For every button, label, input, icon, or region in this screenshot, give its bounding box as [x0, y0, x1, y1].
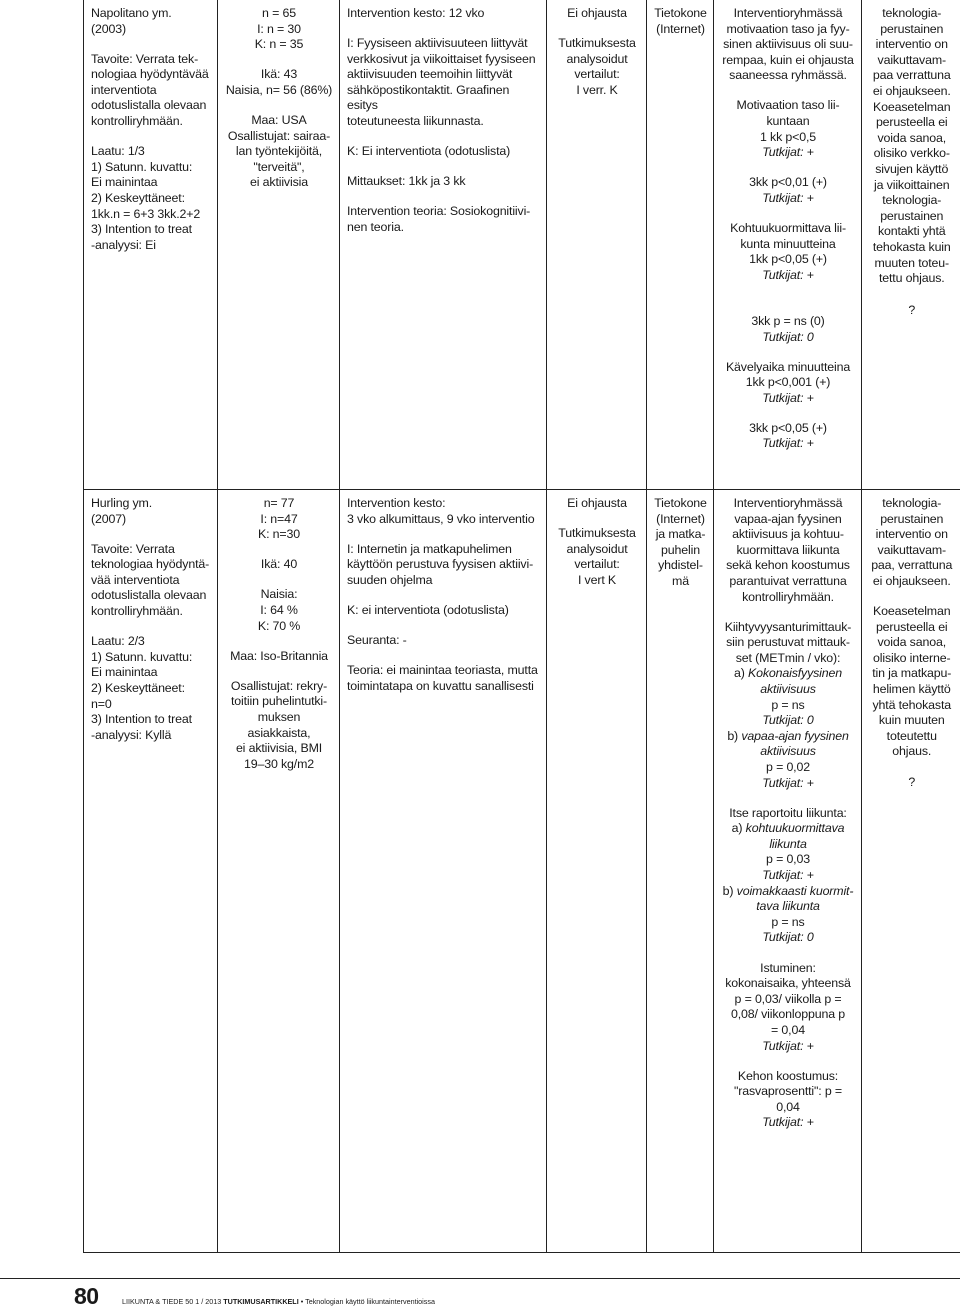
result-text: Motivaation taso lii- kuntaan 1 kk p<0,5: [737, 98, 840, 143]
participants-cell: [218, 0, 340, 490]
researchers-rating: Tutkijat: 0: [762, 330, 813, 344]
conclusion-text-2: Koeasetelman perusteella ei voida sanoa, olisiko interne- tin ja matkapu- helimen käyttö yhtä tehokasta kuin muuten toteutettu ohjaus.: [869, 604, 955, 760]
result-text: 3kk p<0,01 (+): [749, 175, 827, 189]
participants-age: Ikä: 40: [225, 557, 333, 573]
study-author: Hurling ym. (2007): [91, 496, 211, 527]
result-text: 3kk p = ns (0): [751, 314, 824, 328]
researchers-rating: Tutkijat: +: [762, 1115, 814, 1129]
result-block: [721, 496, 855, 605]
result-block: [721, 1069, 855, 1131]
journal-name: LIIKUNTA & TIEDE 50: [122, 1297, 193, 1306]
intervention-control: K: ei interventiota (odotuslista): [347, 603, 540, 619]
table-row: [84, 490, 960, 1253]
conclusion-question-mark: ?: [869, 303, 955, 319]
result-text: 3kk p<0,05 (+): [749, 421, 827, 435]
researchers-rating: Tutkijat: +: [762, 868, 814, 882]
table-row: [84, 0, 960, 490]
researchers-rating: Tutkijat: +: [762, 145, 814, 159]
result-measure: vapaa-ajan fyysinen aktiivisuus: [741, 729, 848, 759]
researchers-rating: Tutkijat: +: [762, 391, 814, 405]
researchers-rating: Tutkijat: +: [762, 1039, 814, 1053]
intervention-control: K: Ei interventiota (odotuslista): [347, 144, 540, 160]
intervention-description: I: Fyysiseen aktiivisuuteen liittyvät verkkosivut ja viikoittaiset fyysiseen aktiivisuuden teemoihin liittyvät sähköpostikontaktit. Graafinen esitys toteutuneesta liikunnasta.: [347, 36, 540, 130]
page-footer: [0, 1270, 960, 1306]
section-name: TUTKIMUSARTIKKELI: [223, 1297, 298, 1306]
journal-issue: 1 / 2013: [195, 1297, 221, 1306]
supervision-comparison: Tutkimuksesta analysoidut vertailut: I verr. K: [554, 36, 640, 98]
intervention-duration: Intervention kesto: 12 vko: [347, 6, 540, 22]
supervision-cell: [547, 490, 647, 1253]
supervision-cell: [547, 0, 647, 490]
result-text: b): [727, 729, 741, 743]
technology-cell: [647, 490, 714, 1253]
study-cell: [84, 490, 218, 1253]
technology-type: Tietokone (Internet): [654, 6, 707, 37]
article-title: Teknologian käyttö liikuntainterventioissa: [305, 1297, 435, 1306]
result-block: [721, 175, 855, 206]
result-text: b): [723, 884, 737, 898]
study-quality: Laatu: 1/3 1) Satunn. kuvattu: Ei mainintaa 2) Keskeyttäneet: 1kk.n = 6+3 3kk.2+2 3) Intention to treat -analyysi: Ei: [91, 144, 211, 253]
journal-line: [122, 1297, 435, 1306]
researchers-rating: Tutkijat: +: [762, 191, 814, 205]
intervention-followup: Seuranta: -: [347, 633, 540, 649]
result-text: Itse raportoitu liikunta: a): [729, 806, 846, 836]
result-block: [721, 806, 855, 884]
supervision-type: Ei ohjausta: [554, 6, 640, 22]
result-block: [721, 620, 855, 729]
researchers-rating: Tutkijat: 0: [762, 713, 813, 727]
study-author: Napolitano ym. (2003): [91, 6, 211, 37]
study-aim: Tavoite: Verrata tek- nologiaa hyödyntävää interventiota odotuslistalla olevaan kontrolliryhmään.: [91, 52, 211, 130]
result-block: [721, 6, 855, 84]
intervention-measurements: Mittaukset: 1kk ja 3 kk: [347, 174, 540, 190]
result-value: p = ns: [771, 915, 804, 929]
supervision-comparison: Tutkimuksesta analysoidut vertailut: I vert K: [554, 526, 640, 588]
spacer: [721, 298, 855, 314]
intervention-cell: [340, 490, 547, 1253]
study-quality: Laatu: 2/3 1) Satunn. kuvattu: Ei mainintaa 2) Keskeyttäneet: n=0 3) Intention to treat -analyysi: Kyllä: [91, 634, 211, 743]
page-number: 80: [74, 1283, 99, 1310]
result-text: Interventioryhmässä motivaation taso ja fyy- sinen aktiivisuus oli suu- rempaa, kuin ei ohjausta saaneessa ryhmässä.: [722, 6, 853, 82]
participants-country: Maa: Iso-Britannia: [225, 649, 333, 665]
intervention-duration: Intervention kesto: 3 vko alkumittaus, 9 vko interventio: [347, 496, 540, 527]
result-text: Kohtuukuormittava lii- kunta minuutteina 1kk p<0,05 (+): [730, 221, 846, 266]
conclusion-cell: [862, 0, 960, 490]
conclusion-text: teknologia- perustainen interventio on vaikuttavam- paa, verrattuna ei ohjaukseen.: [869, 496, 955, 590]
intervention-theory: Intervention teoria: Sosiokognitiivi- nen teoria.: [347, 204, 540, 235]
participants-sample: n= 77 I: n=47 K: n=30: [225, 496, 333, 543]
result-measure: Kokonaisfyysinen aktiivisuus: [748, 666, 842, 696]
researchers-rating: Tutkijat: 0: [762, 930, 813, 944]
result-block: [721, 884, 855, 946]
technology-type: Tietokone (Internet) ja matka- puhelin yhdistel- mä: [654, 496, 707, 590]
participants-cell: [218, 490, 340, 1253]
intervention-description: I: Internetin ja matkapuhelimen käyttöön perustuva fyysisen aktiivi- suuden ohjelma: [347, 542, 540, 589]
conclusion-question-mark: ?: [869, 775, 955, 791]
result-block: [721, 360, 855, 407]
result-text: Kiihtyvyysanturimittauk- siin perustuvat mittauk- set (METmin / vko): a): [725, 620, 852, 681]
result-text: Kehon koostumus: "rasvaprosentti": p = 0,04: [734, 1069, 842, 1114]
results-cell: [714, 490, 862, 1253]
result-text: Interventioryhmässä vapaa-ajan fyysinen aktiivisuus ja kohtuu- kuormittava liikunta sekä kehon koostumus parantuivat verrattuna kontrolliryhmään.: [726, 496, 850, 604]
study-table: [83, 0, 960, 1253]
researchers-rating: Tutkijat: +: [762, 776, 814, 790]
researchers-rating: Tutkijat: +: [762, 436, 814, 450]
participants-age: Ikä: 43 Naisia, n= 56 (86%): [225, 67, 333, 98]
bullet-separator: •: [301, 1297, 304, 1306]
result-block: [721, 314, 855, 345]
conclusion-cell: [862, 490, 960, 1253]
participants-country: Maa: USA Osallistujat: sairaa- lan työntekijöitä, "terveitä", ei aktiivisia: [225, 113, 333, 191]
conclusion-text: teknologia- perustainen interventio on vaikuttavam- paa verrattuna ei ohjaukseen. Koeasetelman perusteella ei voida sanoa, olisiko verkko- sivujen käyttö ja viikoittainen teknologia- perustainen kontakti yhtä tehokasta kuin muuten toteu- tettu ohjaus.: [869, 6, 955, 287]
result-text: Kävelyaika minuutteina 1kk p<0,001 (+): [726, 360, 850, 390]
result-value: p = 0,02: [766, 760, 810, 774]
result-value: p = ns: [771, 698, 804, 712]
result-value: p = 0,03: [766, 852, 810, 866]
result-block: [721, 98, 855, 160]
result-text: Istuminen: kokonaisaika, yhteensä p = 0,03/ viikolla p = 0,08/ viikonloppuna p = 0,04: [725, 961, 851, 1037]
result-block: [721, 729, 855, 791]
result-block: [721, 221, 855, 283]
results-cell: [714, 0, 862, 490]
study-aim: Tavoite: Verrata teknologiaa hyödyntä- vää interventiota odotuslistalla olevaan kontrolliryhmään.: [91, 542, 211, 620]
participants-recruitment: Osallistujat: rekry- toitiin puhelintutki- muksen asiakkaista, ei aktiivisia, BMI 19–30 kg/m2: [225, 679, 333, 773]
footer-divider: [0, 1278, 960, 1279]
result-block: [721, 961, 855, 1055]
intervention-cell: [340, 0, 547, 490]
result-block: [721, 421, 855, 452]
researchers-rating: Tutkijat: +: [762, 268, 814, 282]
participants-gender: Naisia: I: 64 % K: 70 %: [225, 587, 333, 634]
study-cell: [84, 0, 218, 490]
participants-sample: n = 65 I: n = 30 K: n = 35: [225, 6, 333, 53]
supervision-type: Ei ohjausta: [554, 496, 640, 512]
intervention-theory: Teoria: ei mainintaa teoriasta, mutta toimintatapa on kuvattu sanallisesti: [347, 663, 540, 694]
result-measure: voimakkaasti kuormit- tava liikunta: [737, 884, 854, 914]
technology-cell: [647, 0, 714, 490]
result-measure: kohtuukuormittava liikunta: [746, 821, 845, 851]
